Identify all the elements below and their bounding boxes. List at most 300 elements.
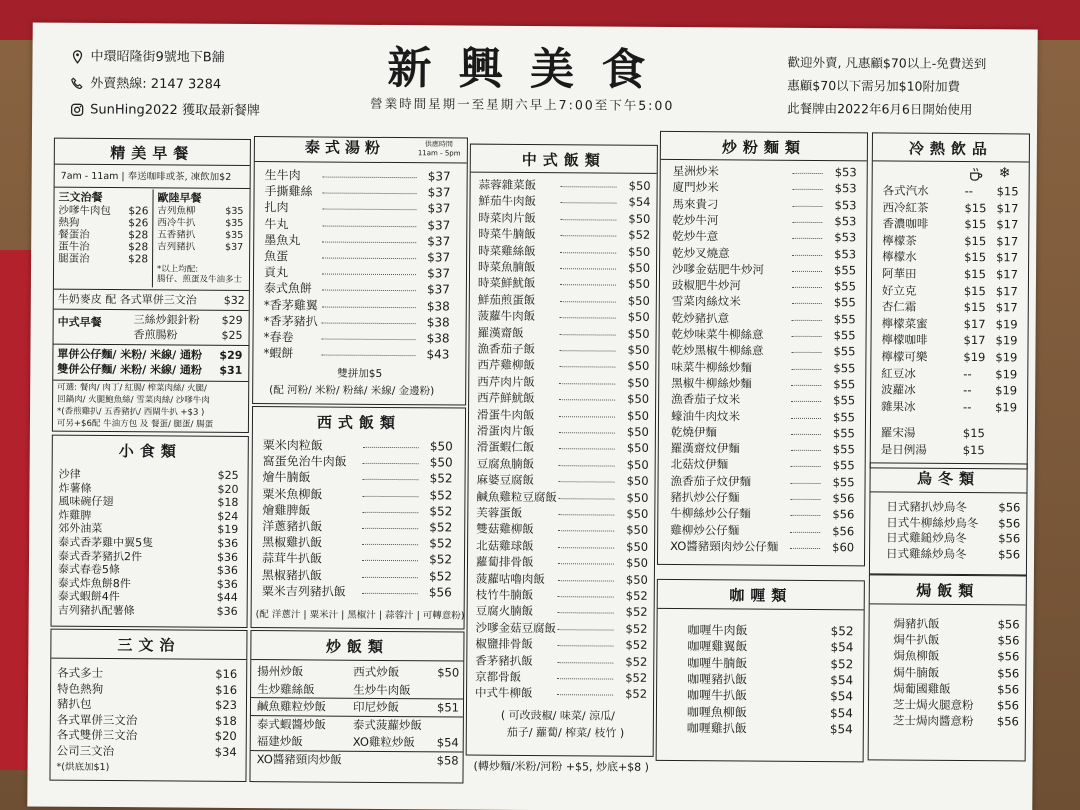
- drink-row: [882, 200, 1022, 216]
- menu-item-name: 豉椒肥牛炒河: [671, 278, 741, 293]
- menu-item-price: $31: [219, 363, 243, 377]
- fried-rice-item-b: 泰式菠蘿炒飯: [352, 717, 422, 732]
- dotted-leader: [559, 465, 615, 466]
- drink-hot-price: --: [964, 184, 973, 199]
- menu-item-price: $28: [128, 241, 149, 254]
- breakfast-note-line: 可選: 餐肉/ 肉丁/ 紅腸/ 榨菜肉絲/ 火腿/: [57, 382, 207, 394]
- menu-item-name: *蝦餅: [263, 346, 294, 361]
- dotted-leader: [363, 447, 419, 448]
- fried-rice-item-a: 揚州炒飯: [257, 664, 304, 679]
- dotted-leader: [791, 401, 821, 402]
- sandwiches-section: [49, 629, 247, 782]
- menu-item: [58, 590, 238, 605]
- menu-item: [477, 455, 649, 473]
- menu-item-name: 泰式春卷5條: [57, 562, 120, 577]
- dotted-leader: [791, 385, 821, 386]
- european-set-title: 歐陸早餐: [157, 191, 202, 205]
- menu-item-name: 洋蔥豬扒飯: [262, 519, 323, 534]
- drink-hot-price: $15: [964, 217, 987, 232]
- menu-item-price: $37: [225, 241, 244, 253]
- menu-item-name: *春卷: [263, 330, 294, 345]
- menu-item-name: 日式雞鎚炒烏冬: [886, 530, 967, 546]
- drink-row: [882, 283, 1022, 299]
- drink-row: [881, 399, 1021, 415]
- menu-item-price: $36: [216, 604, 238, 618]
- drink-hot-price: $15: [964, 233, 987, 248]
- menu-item-price: $55: [833, 328, 856, 343]
- dotted-leader: [322, 322, 416, 324]
- menu-item: [671, 440, 855, 458]
- dotted-leader: [791, 352, 821, 353]
- menu-item-price: $55: [832, 442, 855, 457]
- menu-item-price: $38: [426, 331, 450, 346]
- address-line: [70, 50, 224, 65]
- thai-soup-list: [263, 167, 451, 362]
- drink-cold-price: $17: [996, 234, 1019, 249]
- menu-item-price: $50: [627, 326, 650, 341]
- menu-item-name: 炸薯條: [58, 481, 92, 495]
- menu-item: [477, 390, 649, 408]
- drink-name: 阿華田: [881, 266, 917, 281]
- menu-item-name: 沙嗲金菇肥牛炒河: [671, 261, 765, 277]
- fried-rice-item-a: XO醬豬頸肉炒飯: [256, 751, 342, 767]
- menu-item-price: $50: [429, 439, 453, 454]
- menu-item: [262, 518, 452, 536]
- dotted-leader: [560, 268, 616, 269]
- menu-item-price: $52: [429, 520, 453, 535]
- menu-paper: [27, 23, 1037, 810]
- menu-item: [477, 472, 649, 490]
- menu-item-name: 沙嗲金菇豆腐飯: [475, 620, 557, 635]
- fried-rice-item-a: 泰式蝦醬炒飯: [256, 716, 326, 732]
- menu-item: [672, 261, 856, 279]
- menu-item-price: $54: [830, 640, 854, 655]
- dotted-leader: [559, 416, 615, 417]
- dotted-leader: [792, 336, 822, 337]
- dotted-leader: [322, 339, 416, 341]
- udon-list: [886, 499, 1021, 561]
- menu-item: [478, 226, 650, 244]
- menu-item-name: 風味碗仔翅: [58, 494, 114, 509]
- menu-item-name: 黑椒豬扒飯: [261, 567, 322, 583]
- menu-item: [58, 604, 238, 619]
- dotted-leader: [791, 450, 821, 451]
- menu-item: [672, 244, 856, 262]
- menu-item-name: 泰式魚餅: [263, 281, 312, 296]
- menu-item-name: 時菜牛腩飯: [478, 226, 536, 242]
- menu-item: [134, 312, 243, 328]
- menu-item-name: 咖喱雞扒飯: [686, 720, 747, 736]
- snacks-section: [51, 435, 249, 628]
- menu-item: [478, 242, 650, 260]
- menu-item: [893, 648, 1019, 665]
- menu-item: [478, 209, 650, 227]
- menu-item: [477, 373, 649, 391]
- drink-name: 紅豆冰: [881, 366, 916, 381]
- location-pin-icon: [70, 50, 84, 64]
- menu-item-name: 粟米魚柳飯: [262, 486, 323, 502]
- menu-item: [893, 632, 1019, 649]
- menu-item: [687, 687, 853, 704]
- menu-item-name: 粟米吉列豬扒飯: [261, 583, 346, 599]
- menu-item: [672, 228, 856, 246]
- menu-item: [57, 697, 237, 714]
- menu-item: [670, 489, 854, 507]
- fried-rice-row: [257, 733, 459, 750]
- menu-item-name: 滑蛋肉片飯: [476, 423, 535, 439]
- dotted-leader: [559, 367, 615, 368]
- drink-name: 檸檬咖啡: [881, 332, 928, 348]
- dotted-leader: [560, 285, 616, 286]
- menu-item: [477, 406, 649, 424]
- menu-item: [477, 357, 649, 375]
- menu-item-price: $38: [426, 298, 450, 314]
- snacks-title: 小食類: [118, 442, 182, 461]
- menu-item-name: 五香豬扒: [157, 229, 196, 241]
- breakfast-note-line: 回鍋肉/ 火腿鮑魚絲/ 雪菜肉絲/ 沙嗲牛肉: [57, 394, 210, 406]
- menu-item: [671, 391, 855, 409]
- menu-item-price: $25: [217, 468, 239, 482]
- chinese-rice-note-2: 茄子/ 蘿蔔/ 榨菜/ 枝竹 ): [506, 725, 625, 740]
- menu-item-price: $50: [626, 457, 649, 472]
- menu-item: [265, 183, 451, 200]
- menu-item-name: XO醬豬頸肉炒公仔麵: [670, 538, 779, 554]
- drink-name: 檸檬茶: [882, 233, 917, 248]
- menu-item: [475, 619, 647, 637]
- menu-item: [475, 652, 647, 670]
- menu-item-name: 生牛肉: [264, 168, 301, 183]
- menu-item-name: 北菇雞球飯: [476, 538, 534, 553]
- menu-item: [264, 264, 450, 281]
- dotted-leader: [559, 449, 615, 450]
- menu-item-name: 漁香茄子炆米: [671, 392, 741, 407]
- menu-item: [476, 537, 648, 555]
- menu-item-name: 羅漢齋炆伊麵: [670, 441, 740, 456]
- menu-item-price: $23: [214, 697, 238, 712]
- menu-item-name: 泰式炸魚餅8件: [57, 576, 131, 590]
- breakfast-note-line: 可另+$6配 牛油方包 及 餐蛋/ 腿蛋/ 腸蛋: [56, 418, 214, 430]
- fried-rice-list: [256, 663, 460, 767]
- noodles-title: 炒粉麵類: [721, 138, 806, 157]
- menu-item-name: 味菜牛柳絲炒麵: [671, 359, 752, 375]
- drink-cold-price: $15: [996, 184, 1019, 199]
- dotted-leader: [792, 238, 822, 239]
- drink-name: 各式汽水: [882, 183, 929, 198]
- menu-item-name: 咖喱牛扒飯: [687, 688, 748, 703]
- menu-item-name: 泰式香茅豬扒2件: [57, 549, 143, 563]
- menu-item-name: 沙律: [58, 467, 81, 481]
- drink-hot-price: $15: [963, 300, 986, 315]
- menu-item-price: $50: [626, 490, 649, 505]
- menu-item: [58, 536, 238, 551]
- menu-item-name: 燴牛腩飯: [262, 470, 311, 485]
- menu-item: [475, 636, 647, 654]
- menu-item-name: 芝士焗火腿意粉: [892, 697, 974, 713]
- menu-item-price: $53: [834, 230, 857, 245]
- menu-item: [264, 313, 450, 330]
- menu-item-price: $35: [225, 229, 244, 241]
- menu-item-name: 乾炒牛河: [672, 212, 719, 228]
- dotted-leader: [560, 317, 616, 318]
- menu-item: [264, 216, 450, 233]
- menu-item-name: 雙菇雞柳飯: [476, 522, 534, 537]
- menu-item-price: $50: [626, 441, 649, 456]
- drink-row: [883, 183, 1023, 199]
- menu-item-name: 時菜肉片飯: [478, 210, 536, 225]
- menu-item-price: $37: [427, 201, 451, 216]
- menu-item-name: 粟米肉粒飯: [262, 438, 323, 453]
- menu-item-name: 燴雞脾飯: [262, 502, 311, 518]
- menu-item-name: 漁香茄子飯: [477, 341, 536, 357]
- menu-item: [671, 456, 855, 474]
- menu-item-price: $52: [830, 656, 854, 671]
- menu-item-name: 咖喱雞翼飯: [687, 639, 748, 654]
- menu-item: [670, 505, 854, 523]
- menu-item-name: 蒜茸牛扒飯: [261, 551, 323, 566]
- menu-item-price: $20: [214, 728, 237, 743]
- dotted-leader: [792, 303, 822, 304]
- dotted-leader: [322, 290, 416, 292]
- menu-item-price: $55: [833, 409, 856, 424]
- dotted-leader: [559, 350, 615, 351]
- menu-item-name: 乾炒牛意: [672, 229, 719, 244]
- menu-item-price: $52: [625, 670, 648, 685]
- menu-item-price: $28: [128, 229, 149, 242]
- menu-item-price: $52: [429, 552, 453, 567]
- menu-item-price: $26: [128, 217, 149, 230]
- delivery-note-3: 此餐牌由2022年6月6日開始使用: [787, 100, 973, 118]
- menu-item-name: 泰式香茅雞中翼5隻: [58, 535, 154, 550]
- menu-item-name: 咖喱牛腩飯: [687, 655, 748, 671]
- address-text: 中環昭隆街9號地下B舖: [90, 49, 225, 66]
- menu-item: [59, 468, 239, 483]
- menu-item-price: $50: [429, 455, 453, 470]
- menu-item-name: 蛋牛治: [58, 240, 90, 253]
- menu-item-name: 吉列豬扒配薯條: [57, 603, 135, 618]
- dotted-leader: [362, 495, 418, 496]
- menu-item-price: $56: [832, 523, 855, 538]
- chinese-breakfast-title: 中式早餐: [57, 315, 102, 329]
- menu-item: [687, 671, 853, 688]
- menu-item: [886, 530, 1020, 546]
- menu-item-name: 墨魚丸: [264, 232, 301, 248]
- menu-item-name: 雪菜肉絲炆米: [671, 294, 741, 309]
- menu-item: [477, 439, 649, 457]
- fried-rice-price: $54: [436, 735, 459, 750]
- menu-item-name: 豬扒炒公仔麵: [670, 489, 740, 505]
- menu-item-name: 滑蛋牛肉飯: [476, 407, 535, 422]
- menu-item: [886, 515, 1020, 531]
- dotted-leader: [560, 301, 616, 302]
- fried-rice-item-a: 鹹魚雞粒炒飯: [256, 699, 327, 714]
- menu-item: [670, 522, 854, 540]
- menu-item-name: 菠蘿牛肉飯: [477, 308, 536, 324]
- menu-item-name: 芙蓉蛋飯: [476, 505, 523, 520]
- dotted-leader: [558, 629, 614, 630]
- menu-item-price: $37: [427, 266, 451, 281]
- menu-item-name: 麻婆豆腐飯: [476, 472, 535, 488]
- snacks-list: [57, 467, 239, 618]
- menu-item-price: $56: [997, 665, 1020, 680]
- menu-item: [58, 563, 238, 578]
- drink-cold-price: $17: [995, 283, 1018, 298]
- hotline-line: [70, 77, 221, 92]
- menu-item-price: $37: [427, 234, 451, 249]
- menu-item-name: 手撕雞絲: [264, 184, 313, 199]
- fried-rice-section: [249, 630, 464, 783]
- menu-item: [57, 743, 237, 760]
- dotted-leader: [362, 528, 418, 529]
- menu-item: [673, 163, 857, 181]
- menu-item: [671, 359, 855, 377]
- noodles-list: [670, 163, 857, 555]
- dotted-leader: [790, 531, 820, 532]
- dotted-leader: [561, 186, 617, 187]
- menu-item-name: 鹹魚雞粒豆腐飯: [476, 489, 557, 504]
- menu-item-price: $54: [628, 195, 651, 210]
- menu-item-name: 公司三文治: [56, 743, 115, 758]
- menu-item-name: 日式雞絲炒烏冬: [886, 545, 967, 561]
- baked-rice-section: [868, 574, 1027, 761]
- menu-item: [57, 681, 237, 698]
- menu-item: [672, 326, 856, 344]
- dotted-leader: [557, 678, 613, 679]
- menu-item-price: $36: [216, 577, 238, 591]
- fried-rice-item-b: 生炒牛肉飯: [353, 682, 411, 697]
- instagram-line: [70, 103, 260, 118]
- menu-item-price: $29: [219, 348, 243, 362]
- drink-name: 檸檬水: [882, 249, 917, 265]
- dotted-leader: [791, 466, 821, 467]
- dotted-leader: [560, 334, 616, 335]
- menu-item: [58, 205, 148, 218]
- menu-item: [58, 229, 148, 242]
- breakfast-title: 精美早餐: [110, 144, 195, 163]
- menu-item-price: $37: [426, 282, 450, 297]
- drinks-title: 冷熱飲品: [908, 139, 993, 159]
- drink-hot-price: $15: [962, 426, 985, 441]
- menu-item-name: 西芹鮮魷飯: [477, 390, 535, 406]
- menu-item-price: $50: [626, 424, 649, 439]
- menu-item: [672, 310, 856, 328]
- drink-row: [881, 366, 1021, 382]
- menu-item-price: $52: [625, 621, 648, 636]
- thai-soup-note-2: (配 河粉/ 米粉/ 粉絲/ 米線/ 金邊粉): [269, 384, 435, 398]
- dotted-leader: [362, 512, 418, 513]
- dotted-leader: [323, 193, 417, 195]
- menu-item-price: $52: [625, 605, 648, 620]
- menu-item-name: 雞柳炒公仔麵: [670, 522, 740, 538]
- drink-name: 雜果冰: [881, 399, 916, 414]
- menu-item-price: $56: [997, 649, 1020, 664]
- drink-row: [881, 383, 1021, 399]
- dotted-leader: [558, 563, 614, 564]
- menu-item-name: 中式牛柳飯: [475, 685, 533, 701]
- menu-item-name: 炸雞脾: [58, 508, 92, 522]
- menu-item-name: 焗牛腩飯: [893, 665, 940, 680]
- menu-item-name: 西冷牛扒: [157, 217, 196, 229]
- menu-item-price: $43: [426, 347, 450, 362]
- menu-item: [157, 205, 243, 218]
- drinks-section: [870, 132, 1030, 469]
- fried-rice-item-b: 西式炒飯: [353, 664, 400, 680]
- menu-item-price: $52: [625, 588, 648, 603]
- dotted-leader: [793, 173, 823, 174]
- menu-item: [264, 297, 450, 314]
- menu-item-name: 吉列魚柳: [157, 205, 196, 217]
- dotted-leader: [559, 383, 615, 384]
- drink-row: [882, 266, 1022, 282]
- menu-item-name: 時菜鮮魷飯: [477, 276, 536, 291]
- dotted-leader: [791, 482, 821, 483]
- menu-item: [57, 712, 237, 729]
- menu-item-name: 乾炒豬扒意: [671, 310, 730, 326]
- fried-rice-row: [257, 698, 459, 715]
- menu-item-price: $52: [625, 654, 648, 669]
- menu-item-name: 乾炒叉燒意: [672, 245, 730, 260]
- menu-item-name: 咖喱豬扒飯: [687, 671, 748, 687]
- dotted-leader: [791, 417, 821, 418]
- fried-rice-price: $51: [436, 700, 460, 715]
- menu-item: [687, 720, 853, 737]
- thai-soup-hours-label: 供應時間: [424, 140, 453, 149]
- menu-item-name: 各式多士: [57, 665, 104, 681]
- menu-item-price: $50: [627, 293, 650, 308]
- menu-item: [264, 232, 450, 249]
- menu-item-price: $50: [626, 473, 649, 488]
- menu-item-price: $55: [833, 279, 856, 294]
- menu-item-name: 窩蛋免治牛肉飯: [262, 454, 347, 469]
- menu-item-price: $52: [429, 471, 453, 486]
- drink-hot-price: --: [963, 399, 972, 414]
- menu-item: [262, 534, 452, 552]
- menu-item: [262, 567, 452, 585]
- menu-item-price: $56: [998, 515, 1021, 530]
- fried-rice-row: [257, 716, 459, 733]
- menu-item: [687, 638, 853, 655]
- menu-item-price: $28: [128, 253, 149, 266]
- drink-cold-price: $17: [996, 200, 1019, 215]
- menu-item-name: 吉列豬扒: [157, 241, 196, 253]
- drink-name: 是日例湯: [880, 442, 927, 457]
- drink-row: [881, 426, 1021, 442]
- menu-item-price: $53: [834, 165, 857, 180]
- drink-cold-price: $19: [995, 317, 1018, 332]
- menu-item-price: $55: [834, 262, 857, 278]
- dotted-leader: [792, 319, 822, 320]
- menu-item: [263, 345, 449, 362]
- menu-item-price: $37: [427, 169, 451, 184]
- drink-name: 羅宋湯: [880, 425, 916, 441]
- menu-item-name: 滑蛋蝦仁飯: [476, 440, 535, 455]
- menu-item: [264, 329, 450, 346]
- delivery-note-1: 歡迎外賣, 凡惠顧$70以上-免費送到: [787, 54, 987, 72]
- menu-item-price: $55: [832, 425, 855, 441]
- dotted-leader: [560, 252, 616, 253]
- menu-item: [479, 177, 651, 195]
- curry-title: 咖喱類: [729, 586, 793, 605]
- fried-rice-title: 炒飯類: [325, 637, 389, 657]
- menu-item-name: 三絲炒銀針粉: [133, 313, 200, 327]
- menu-item: [893, 664, 1019, 681]
- menu-item-price: $50: [628, 178, 651, 193]
- menu-item: [157, 229, 243, 242]
- menu-item: [476, 505, 648, 523]
- menu-item-name: 牛丸: [264, 216, 289, 231]
- chinese-rice-list: [475, 177, 651, 702]
- menu-item-name: 貢丸: [263, 265, 289, 280]
- menu-item-name: 焗牛扒飯: [893, 632, 940, 648]
